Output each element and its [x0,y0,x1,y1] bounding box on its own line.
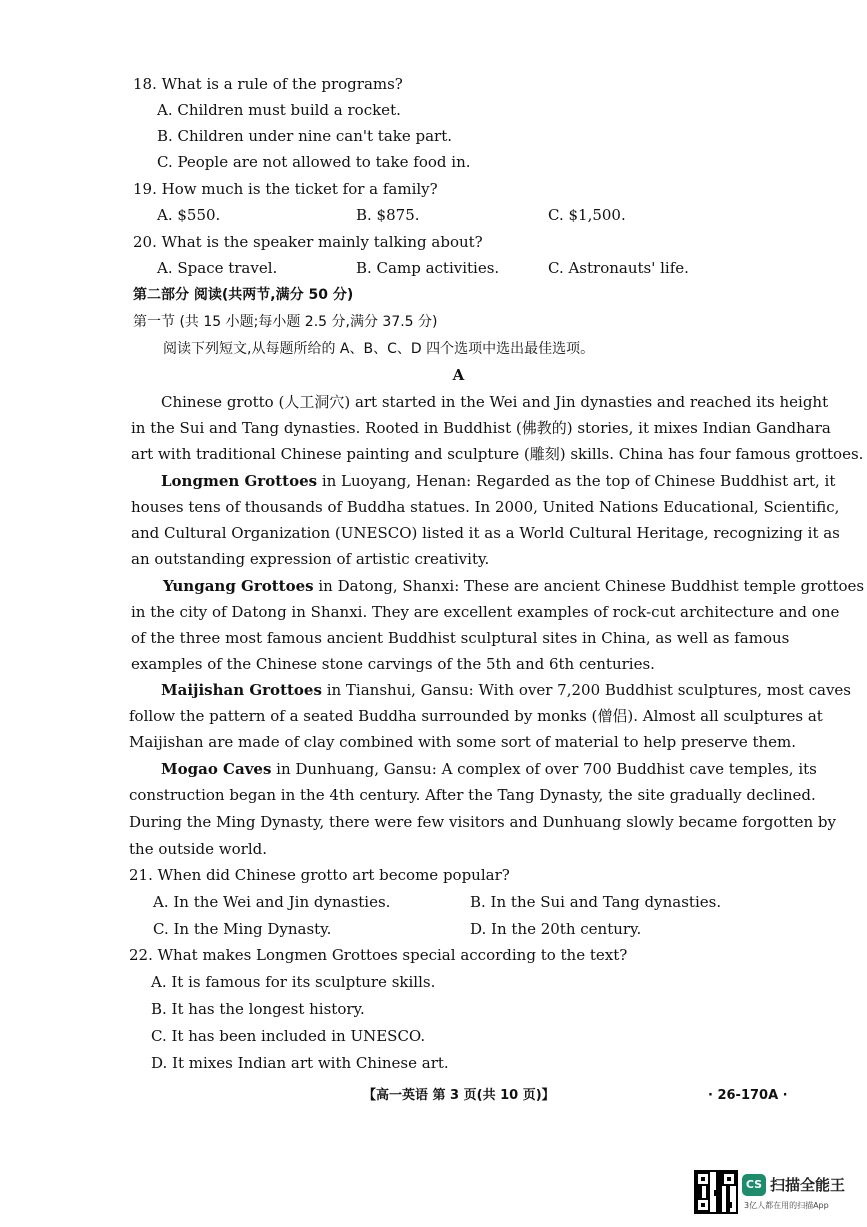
reading-instruction: 阅读下列短文,从每题所给的 A、B、C、D 四个选项中选出最佳选项。 [163,341,595,357]
q21-option-c: C. In the Ming Dynasty. [153,920,332,938]
yungang-name: Yungang Grottoes [163,577,314,595]
maijishan-line-2: follow the pattern of a seated Buddha surrounded by monks (僧侣). Almost all sculptures at [129,707,823,725]
camscanner-logo-icon: CS [742,1174,766,1196]
maijishan-first-text: in Tianshui, Gansu: With over 7,200 Buddhist sculptures, most caves [321,681,851,699]
q20-option-a: A. Space travel. [157,259,278,277]
passage-intro-line-3: art with traditional Chinese painting and sculpture (雕刻) skills. China has four famous grottoes. [131,445,864,463]
page-footer-center: 【高一英语 第 3 页(共 10 页)】 [363,1088,555,1103]
q20-option-c: C. Astronauts' life. [548,259,689,277]
longmen-line-2: houses tens of thousands of Buddha statues. In 2000, United Nations Educational, Scientific, [131,498,840,516]
q18-stem: 18. What is a rule of the programs? [133,75,403,93]
q22-option-d: D. It mixes Indian art with Chinese art. [151,1054,449,1072]
yungang-first-text: in Datong, Shanxi: These are ancient Chinese Buddhist temple grottoes [313,577,865,595]
q19-option-b: B. $875. [356,206,420,224]
maijishan-paragraph-first-line [161,680,851,700]
q21-stem: 21. When did Chinese grotto art become popular? [129,866,510,884]
q19-option-a: A. $550. [157,206,221,224]
mogao-paragraph-first-line [161,759,817,779]
longmen-paragraph-first-line [161,471,835,491]
passage-label: A [452,366,465,384]
q20-stem: 20. What is the speaker mainly talking about? [133,233,483,251]
part-two-title: 第二部分 阅读(共两节,满分 50 分) [133,287,354,303]
mogao-line-2: construction began in the 4th century. After the Tang Dynasty, the site gradually declined. [129,786,816,804]
q21-option-a: A. In the Wei and Jin dynasties. [153,893,391,911]
longmen-first-text: in Luoyang, Henan: Regarded as the top of Chinese Buddhist art, it [317,472,836,490]
longmen-line-4: an outstanding expression of artistic creativity. [131,550,490,568]
camscanner-brand-name: 扫描全能王 [770,1176,846,1194]
q19-stem: 19. How much is the ticket for a family? [133,180,438,198]
page-footer-code: · 26-170A · [708,1088,788,1103]
passage-intro-line-1: Chinese grotto (人工洞穴) art started in the Wei and Jin dynasties and reached its height [161,393,829,411]
maijishan-name: Maijishan Grottoes [161,681,322,699]
q22-option-b: B. It has the longest history. [151,1000,365,1018]
q18-option-b: B. Children under nine can't take part. [157,127,453,145]
q18-option-c: C. People are not allowed to take food in. [157,153,471,171]
maijishan-line-3: Maijishan are made of clay combined with some sort of material to help preserve them. [129,733,797,751]
camscanner-tagline: 3亿人都在用的扫描App [744,1201,829,1210]
mogao-line-3: During the Ming Dynasty, there were few visitors and Dunhuang slowly became forgotten by [129,813,836,831]
q22-option-c: C. It has been included in UNESCO. [151,1027,426,1045]
q21-option-b: B. In the Sui and Tang dynasties. [470,893,722,911]
yungang-line-2: in the city of Datong in Shanxi. They are excellent examples of rock-cut architecture and one [131,603,840,621]
q19-option-c: C. $1,500. [548,206,626,224]
yungang-line-3: of the three most famous ancient Buddhist sculptural sites in China, as well as famous [131,629,790,647]
mogao-name: Mogao Caves [161,760,272,778]
longmen-line-3: and Cultural Organization (UNESCO) listed it as a World Cultural Heritage, recognizing it as [131,524,840,542]
mogao-line-4: the outside world. [129,840,268,858]
passage-intro-line-2: in the Sui and Tang dynasties. Rooted in Buddhist (佛教的) stories, it mixes Indian Gandhara [131,419,831,437]
section-one-title: 第一节 (共 15 小题;每小题 2.5 分,满分 37.5 分) [133,314,438,330]
q18-option-a: A. Children must build a rocket. [157,101,401,119]
yungang-line-4: examples of the Chinese stone carvings of the 5th and 6th centuries. [131,655,655,673]
q21-option-d: D. In the 20th century. [470,920,642,938]
q20-option-b: B. Camp activities. [356,259,500,277]
q22-option-a: A. It is famous for its sculpture skills. [151,973,436,991]
q22-stem: 22. What makes Longmen Grottoes special according to the text? [129,946,628,964]
qr-code-icon [696,1172,736,1212]
longmen-name: Longmen Grottoes [161,472,318,490]
mogao-first-text: in Dunhuang, Gansu: A complex of over 700 Buddhist cave temples, its [271,760,817,778]
yungang-paragraph-first-line [163,576,864,596]
